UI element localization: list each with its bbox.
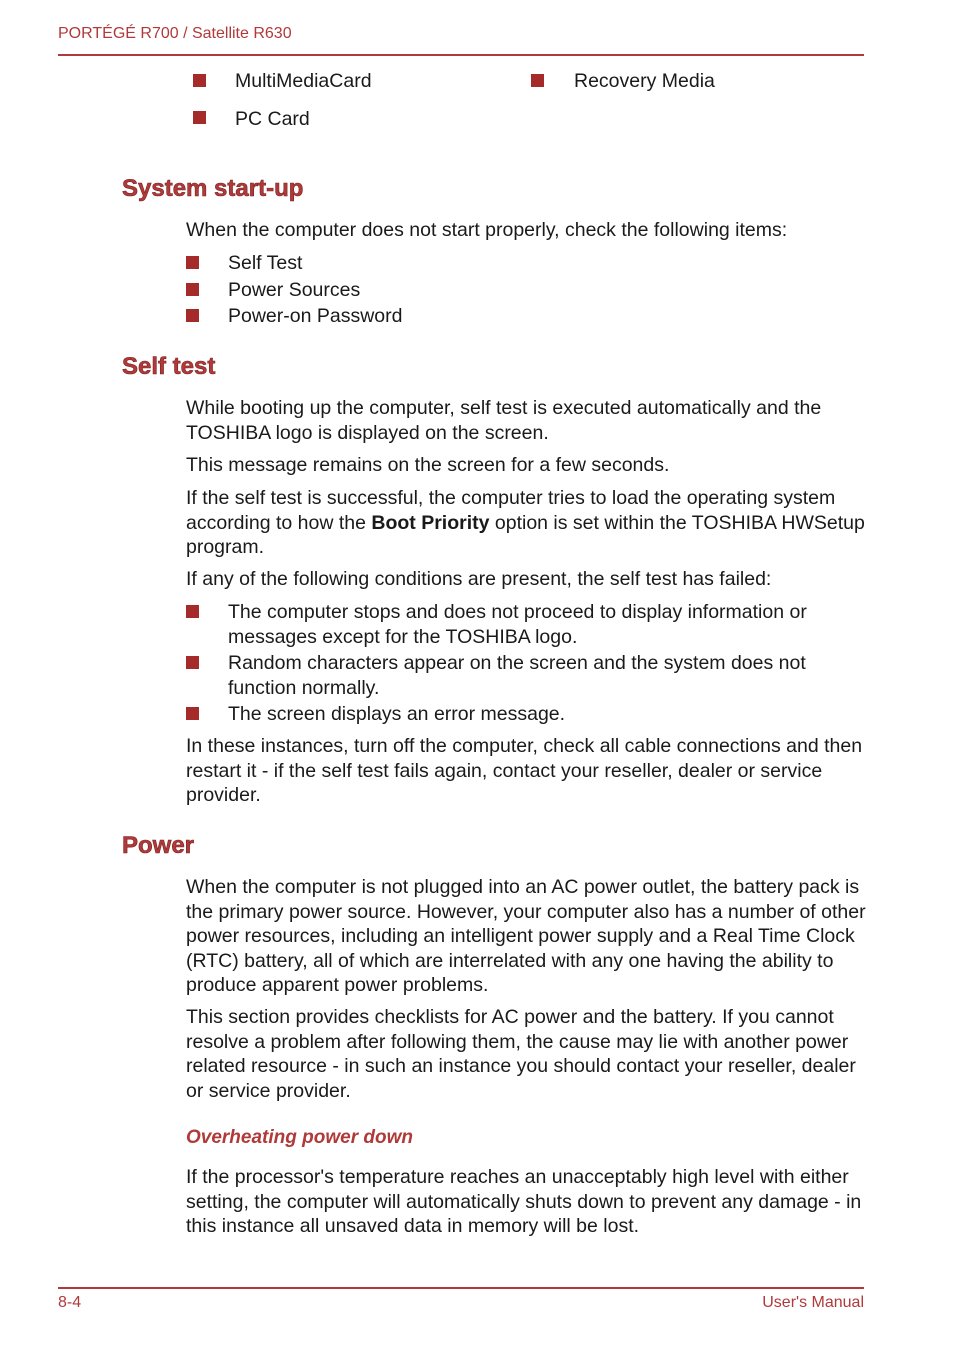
paragraph: This section provides checklists for AC power and the battery. If you cannot resolve a problem after following them, the cause may lie with another power related resource - in such an instance you should contact your reseller, dealer or service provider. [186,1006,856,1102]
list-item: Random characters appear on the screen and the system does not function normally. [228,652,806,699]
paragraph-text: If the self test is successful, the computer tries to load the operating system according to how the [186,487,836,534]
list-item: Power-on Password [228,305,403,327]
paragraph: When the computer does not start properly, check the following items: [186,219,788,241]
list-item: Power Sources [228,279,361,301]
list-item: MultiMediaCard [235,70,372,92]
section-heading-system-startup: System start-up [122,175,304,202]
paragraph: While booting up the computer, self test is executed automatically and the TOSHIBA logo is displayed on the screen. [186,397,822,444]
paragraph: In these instances, turn off the computer, check all cable connections and then restart it - if the self test fails again, contact your reseller, dealer or service provider. [186,735,863,806]
bullet-square-icon [193,111,206,124]
bullet-square-icon [186,605,199,618]
paragraph: This message remains on the screen for a few seconds. [186,454,670,476]
bullet-square-icon [186,283,199,296]
list-item: The computer stops and does not proceed to display information or messages except for the TOSHIBA logo. [228,601,807,648]
bullet-square-icon [186,309,199,322]
paragraph: If any of the following conditions are present, the self test has failed: [186,568,772,590]
list-item: PC Card [235,108,310,130]
bullet-square-icon [186,256,199,269]
section-heading-power: Power [122,832,195,859]
section-heading-self-test: Self test [122,353,216,380]
boot-priority-term: Boot Priority [371,511,490,534]
subheading-overheating-power-down: Overheating power down [186,1127,413,1148]
header-rule [58,54,864,56]
manual-title: User's Manual [762,1294,864,1311]
paragraph [186,486,866,560]
paragraph: If the processor's temperature reaches an unacceptably high level with either setting, the computer will automatically shuts down to prevent any damage - in this instance all unsaved data in memory will be lost. [186,1166,862,1237]
bullet-square-icon [186,656,199,669]
footer-rule [58,1287,864,1289]
bullet-square-icon [193,74,206,87]
list-item: Self Test [228,252,303,274]
list-item: Recovery Media [574,70,715,92]
bullet-square-icon [531,74,544,87]
paragraph-text: option is set within the TOSHIBA HWSetup program. [186,511,865,558]
page-number: 8-4 [58,1294,82,1311]
list-item: The screen displays an error message. [228,703,566,725]
paragraph: When the computer is not plugged into an AC power outlet, the battery pack is the primary power source. However, your computer also has a number of other power resources, including an intelligent power supply and a Real Time Clock (RTC) battery, all of which are interrelated with any one having the ability to produce apparent power problems. [186,876,866,996]
bullet-square-icon [186,707,199,720]
running-header: PORTÉGÉ R700 / Satellite R630 [58,25,292,42]
